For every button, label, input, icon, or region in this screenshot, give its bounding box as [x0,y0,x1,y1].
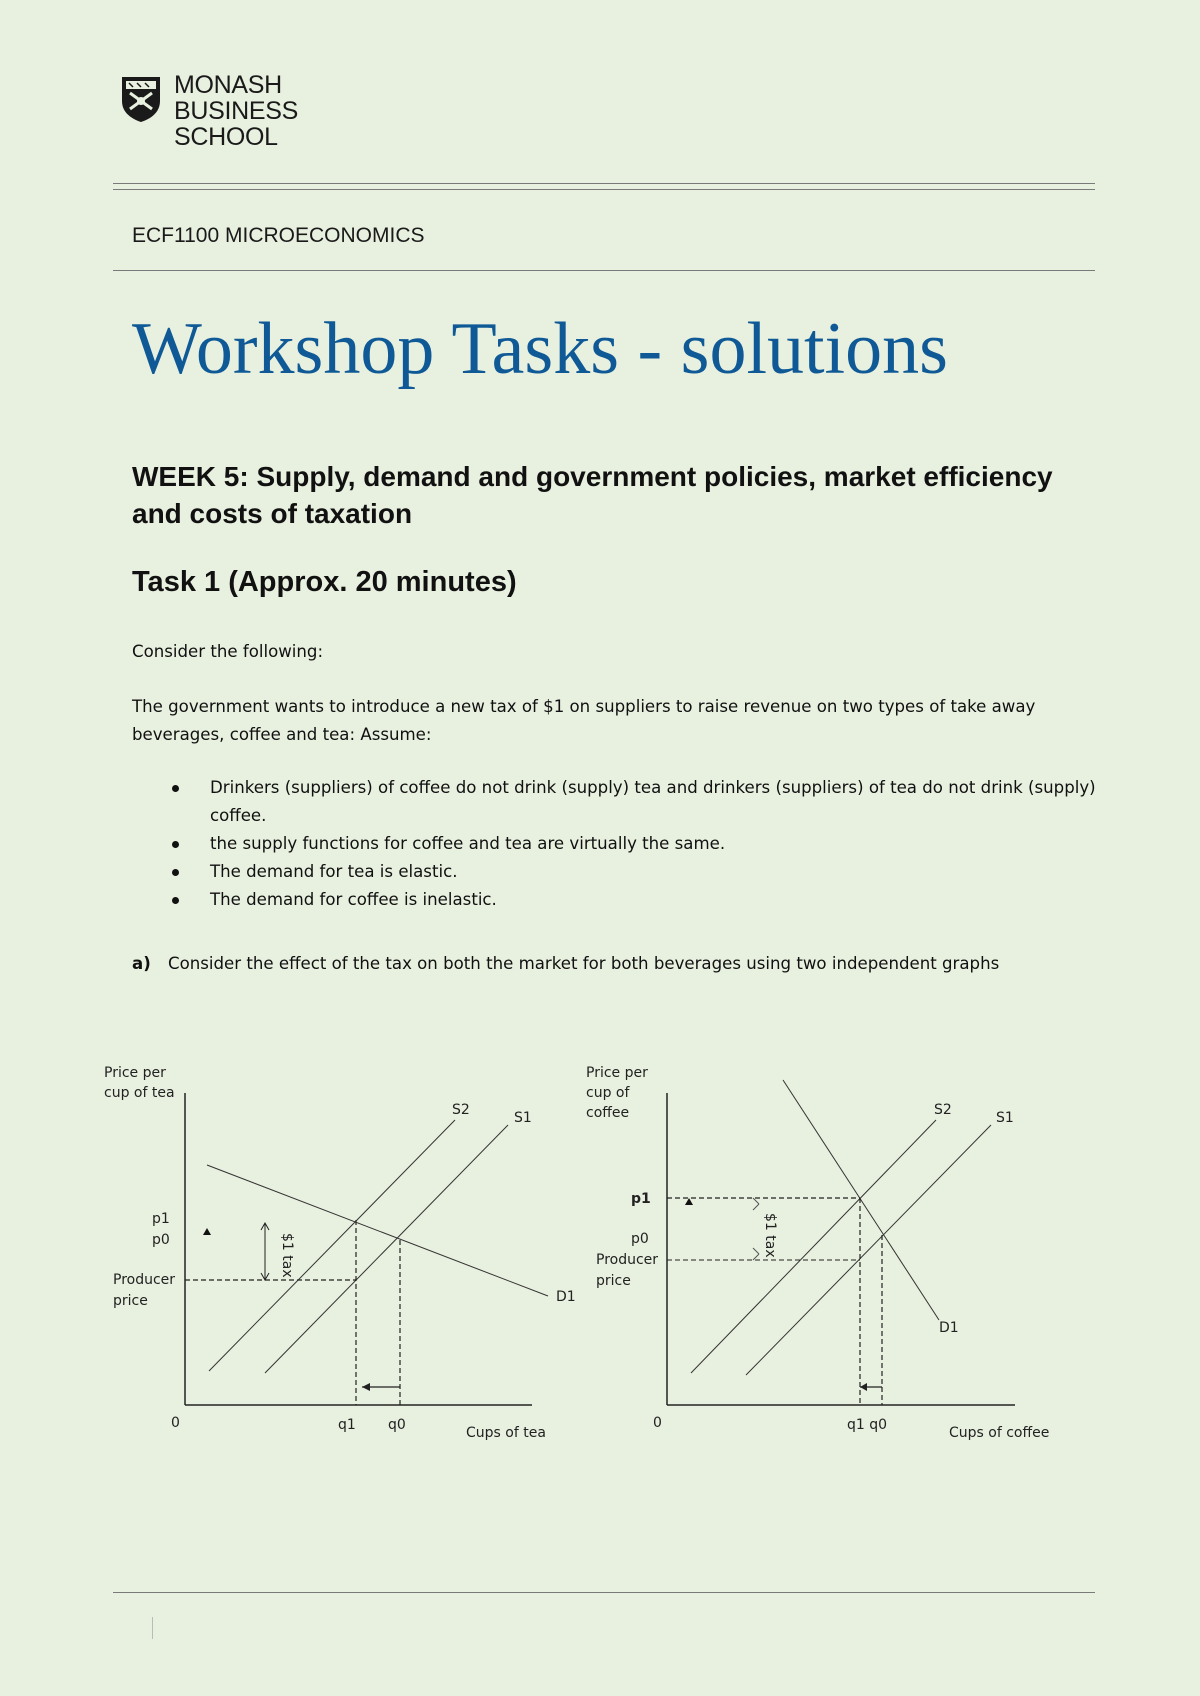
footer-divider [152,1617,153,1639]
y-axis-label-2: cup of [586,1085,630,1101]
logo-line: MONASH [174,71,282,99]
p1-label: p1 [631,1191,651,1207]
y-axis-label-1: Price per [104,1065,166,1081]
list-item-text: the supply functions for coffee and tea are virtually the same. [210,834,726,853]
tax-bracket-bottom [753,1248,759,1260]
supply-curve-s1 [746,1125,991,1375]
supply-curve-s1 [265,1125,508,1373]
assumption-list [172,774,1102,914]
supply-curve-s2 [691,1120,936,1373]
y-axis-label-2: cup of tea [104,1085,175,1101]
week-heading: WEEK 5: Supply, demand and government policies, market efficiency and costs of taxation [132,461,1053,529]
s2-label: S2 [452,1102,470,1118]
list-item-text: The demand for coffee is inelastic. [210,890,497,909]
x-axis-label: Cups of tea [466,1425,546,1441]
p0-label: p0 [152,1232,170,1248]
producer-price-label-2: price [113,1293,148,1309]
question-a [132,950,1032,978]
q1-label: q1 [338,1417,356,1433]
y-axis-label-3: coffee [586,1105,630,1121]
course-code: ECF1100 MICROECONOMICS [132,224,425,247]
x-axis-label: Cups of coffee [949,1425,1050,1441]
tax-label: $1 tax [762,1213,778,1258]
header-rule [113,189,1095,190]
logo-wordmark [174,72,298,150]
list-item [172,774,1102,830]
list-item [172,830,1102,858]
tax-bracket-top [753,1198,759,1210]
list-item [172,858,1102,886]
triangle-marker-icon [685,1198,693,1205]
s1-label: S1 [514,1110,532,1126]
coffee-market-graph [583,1055,1083,1445]
header-rule [113,183,1095,184]
logo-line: SCHOOL [174,123,278,151]
demand-curve-d1 [783,1080,939,1320]
bullet-icon [172,869,179,876]
bullet-icon [172,785,179,792]
footer-rule [113,1592,1095,1593]
quantity-shift-arrow-head [860,1383,867,1391]
q1-q0-label: q1 q0 [847,1417,888,1433]
d1-label: D1 [939,1320,959,1336]
bullet-icon [172,841,179,848]
question-text: Consider the effect of the tax on both the market for both beverages using two independent graphs [168,954,1000,973]
crest-icon [120,75,162,123]
triangle-marker-icon [203,1228,211,1235]
intro-text: Consider the following: [132,642,324,661]
producer-price-label-1: Producer [113,1272,176,1288]
bullet-icon [172,897,179,904]
task-heading: Task 1 (Approx. 20 minutes) [132,566,517,598]
list-item-text: Drinkers (suppliers) of coffee do not drink (supply) tea and drinkers (suppliers) of tea do not drink (supply) coffee. [210,778,1096,825]
list-item-text: The demand for tea is elastic. [210,862,458,881]
d1-label: D1 [556,1289,576,1305]
monash-logo [120,72,320,152]
tax-label: $1 tax [279,1233,295,1278]
origin-label: 0 [653,1415,662,1431]
supply-curve-s2 [209,1120,455,1371]
producer-price-label-2: price [596,1273,631,1289]
quantity-shift-arrow-head [362,1383,370,1391]
origin-label: 0 [171,1415,180,1431]
producer-price-label-1: Producer [596,1252,659,1268]
question-letter: a) [132,954,151,973]
p0-label: p0 [631,1231,649,1247]
list-item [172,886,1102,914]
demand-curve-d1 [207,1165,548,1296]
p1-label: p1 [152,1211,170,1227]
s1-label: S1 [996,1110,1014,1126]
course-rule [113,270,1095,271]
logo-line: BUSINESS [174,97,299,125]
s2-label: S2 [934,1102,952,1118]
tea-market-graph [100,1055,600,1445]
task-paragraph: The government wants to introduce a new tax of $1 on suppliers to raise revenue on two types of take away beverages, coffee and tea: Assume: [132,697,1036,744]
page-title: Workshop Tasks - solutions [132,308,948,390]
q0-label: q0 [388,1417,406,1433]
y-axis-label-1: Price per [586,1065,648,1081]
